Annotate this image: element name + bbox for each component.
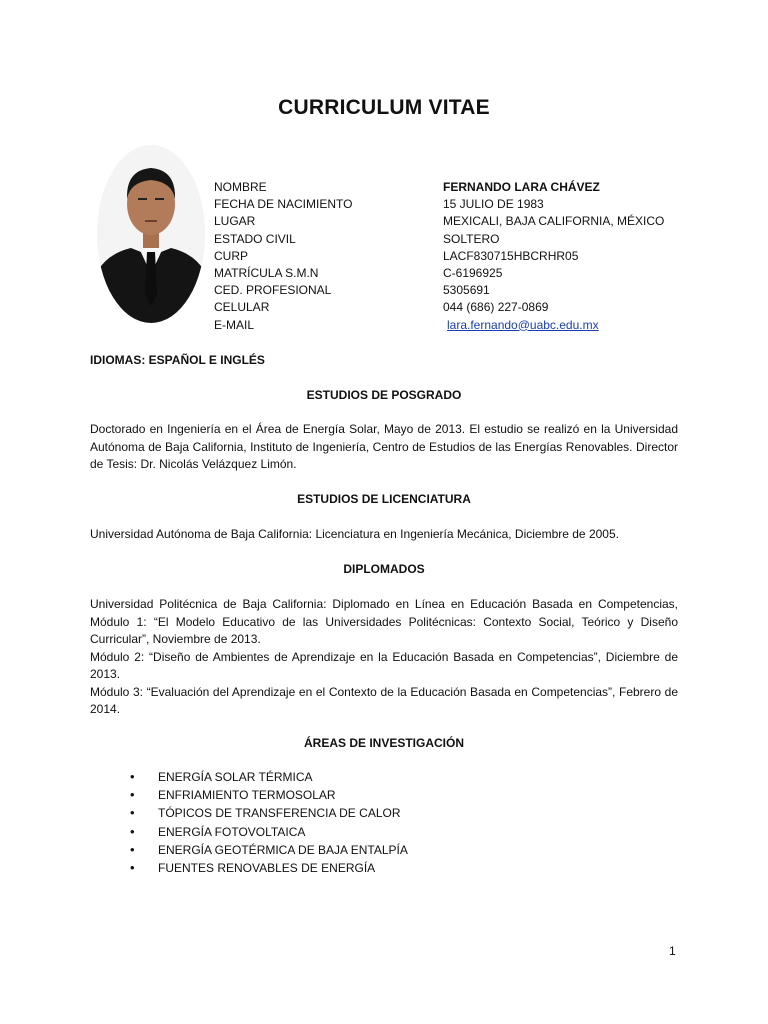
field-value: C-6196925 [443, 265, 503, 280]
field-label: CELULAR [214, 300, 270, 315]
posgrado-text: Doctorado en Ingeniería en el Área de Energía Solar, Mayo de 2013. El estudio se realizó en la Universidad Autónoma de Baja California, Instituto de Ingeniería, Centro de Estudios de las Energías Renovables. Director de Tesis: Dr. Nicolás Velázquez Limón. [90, 422, 678, 471]
field-value: 044 (686) 227-0869 [443, 300, 549, 315]
diplomado-modulo-3: Módulo 3: “Evaluación del Aprendizaje en el Contexto de la Educación Basada en Competencias”, Febrero de 2014. [90, 684, 678, 716]
document-title: CURRICULUM VITAE [278, 96, 490, 119]
research-areas-list [130, 768, 408, 877]
field-label: CED. PROFESIONAL [214, 283, 332, 298]
personal-info [214, 179, 747, 334]
bullet-icon: • [130, 823, 135, 839]
field-curp [214, 248, 747, 265]
bullet-icon: • [130, 787, 135, 803]
bullet-icon: • [130, 859, 135, 875]
bullet-icon: • [130, 841, 135, 857]
field-value: LACF830715HBCRHR05 [443, 248, 579, 263]
list-item: • FUENTES RENOVABLES DE ENERGÍA [130, 859, 408, 877]
field-email [214, 317, 747, 334]
languages-line: IDIOMAS: ESPAÑOL E INGLÉS [90, 353, 265, 367]
bullet-icon: • [130, 805, 135, 821]
field-label: FECHA DE NACIMIENTO [214, 197, 353, 212]
field-label: LUGAR [214, 214, 256, 229]
profile-photo [96, 144, 206, 324]
diplomado-modulo-2: Módulo 2: “Diseño de Ambientes de Aprendizaje en la Educación Basada en Competencias”, Diciembre de 2013. [90, 649, 678, 681]
list-item: • TÓPICOS DE TRANSFERENCIA DE CALOR [130, 804, 408, 822]
list-item: • ENERGÍA FOTOVOLTAICA [130, 823, 408, 841]
field-lugar [214, 213, 747, 230]
licenciatura-text: Universidad Autónoma de Baja California: Licenciatura en Ingeniería Mecánica, Diciembre de 2005. [90, 527, 619, 541]
field-value: 5305691 [443, 283, 490, 298]
diplomados-text [90, 596, 678, 719]
field-label: E-MAIL [214, 317, 255, 332]
page-number: 1 [669, 944, 676, 958]
heading-licenciatura: ESTUDIOS DE LICENCIATURA [297, 492, 471, 506]
field-label: MATRÍCULA S.M.N [214, 265, 319, 280]
field-matricula [214, 265, 747, 282]
bullet-icon: • [130, 769, 135, 784]
list-item: • ENERGÍA GEOTÉRMICA DE BAJA ENTALPÍA [130, 841, 408, 859]
field-fecha-nacimiento [214, 196, 747, 213]
field-label: NOMBRE [214, 180, 267, 194]
diplomado-modulo-1: Universidad Politécnica de Baja California: Diplomado en Línea en Educación Basada en Competencias, Módulo 1: “El Modelo Educativo de las Universidades Politécnicas: Contexto Social, Teórico y Diseño Curricular”, Noviembre de 2013. [90, 597, 678, 646]
list-item: • ENERGÍA SOLAR TÉRMICA [130, 768, 408, 786]
field-value: SOLTERO [443, 231, 500, 246]
field-value: FERNANDO LARA CHÁVEZ [443, 180, 600, 194]
field-value: 15 JULIO DE 1983 [443, 197, 544, 212]
field-celular [214, 299, 747, 316]
field-ced-profesional [214, 282, 747, 299]
field-label: CURP [214, 248, 249, 263]
field-label: ESTADO CIVIL [214, 231, 296, 246]
field-value: MEXICALI, BAJA CALIFORNIA, MÉXICO [443, 214, 665, 229]
field-nombre [214, 179, 747, 196]
field-estado-civil [214, 231, 747, 248]
heading-diplomados: DIPLOMADOS [343, 562, 425, 576]
heading-areas: ÁREAS DE INVESTIGACIÓN [303, 736, 465, 750]
email-link[interactable]: lara.fernando@uabc.edu.mx [447, 317, 599, 332]
heading-posgrado: ESTUDIOS DE POSGRADO [306, 388, 462, 402]
list-item: • ENFRIAMIENTO TERMOSOLAR [130, 786, 408, 804]
